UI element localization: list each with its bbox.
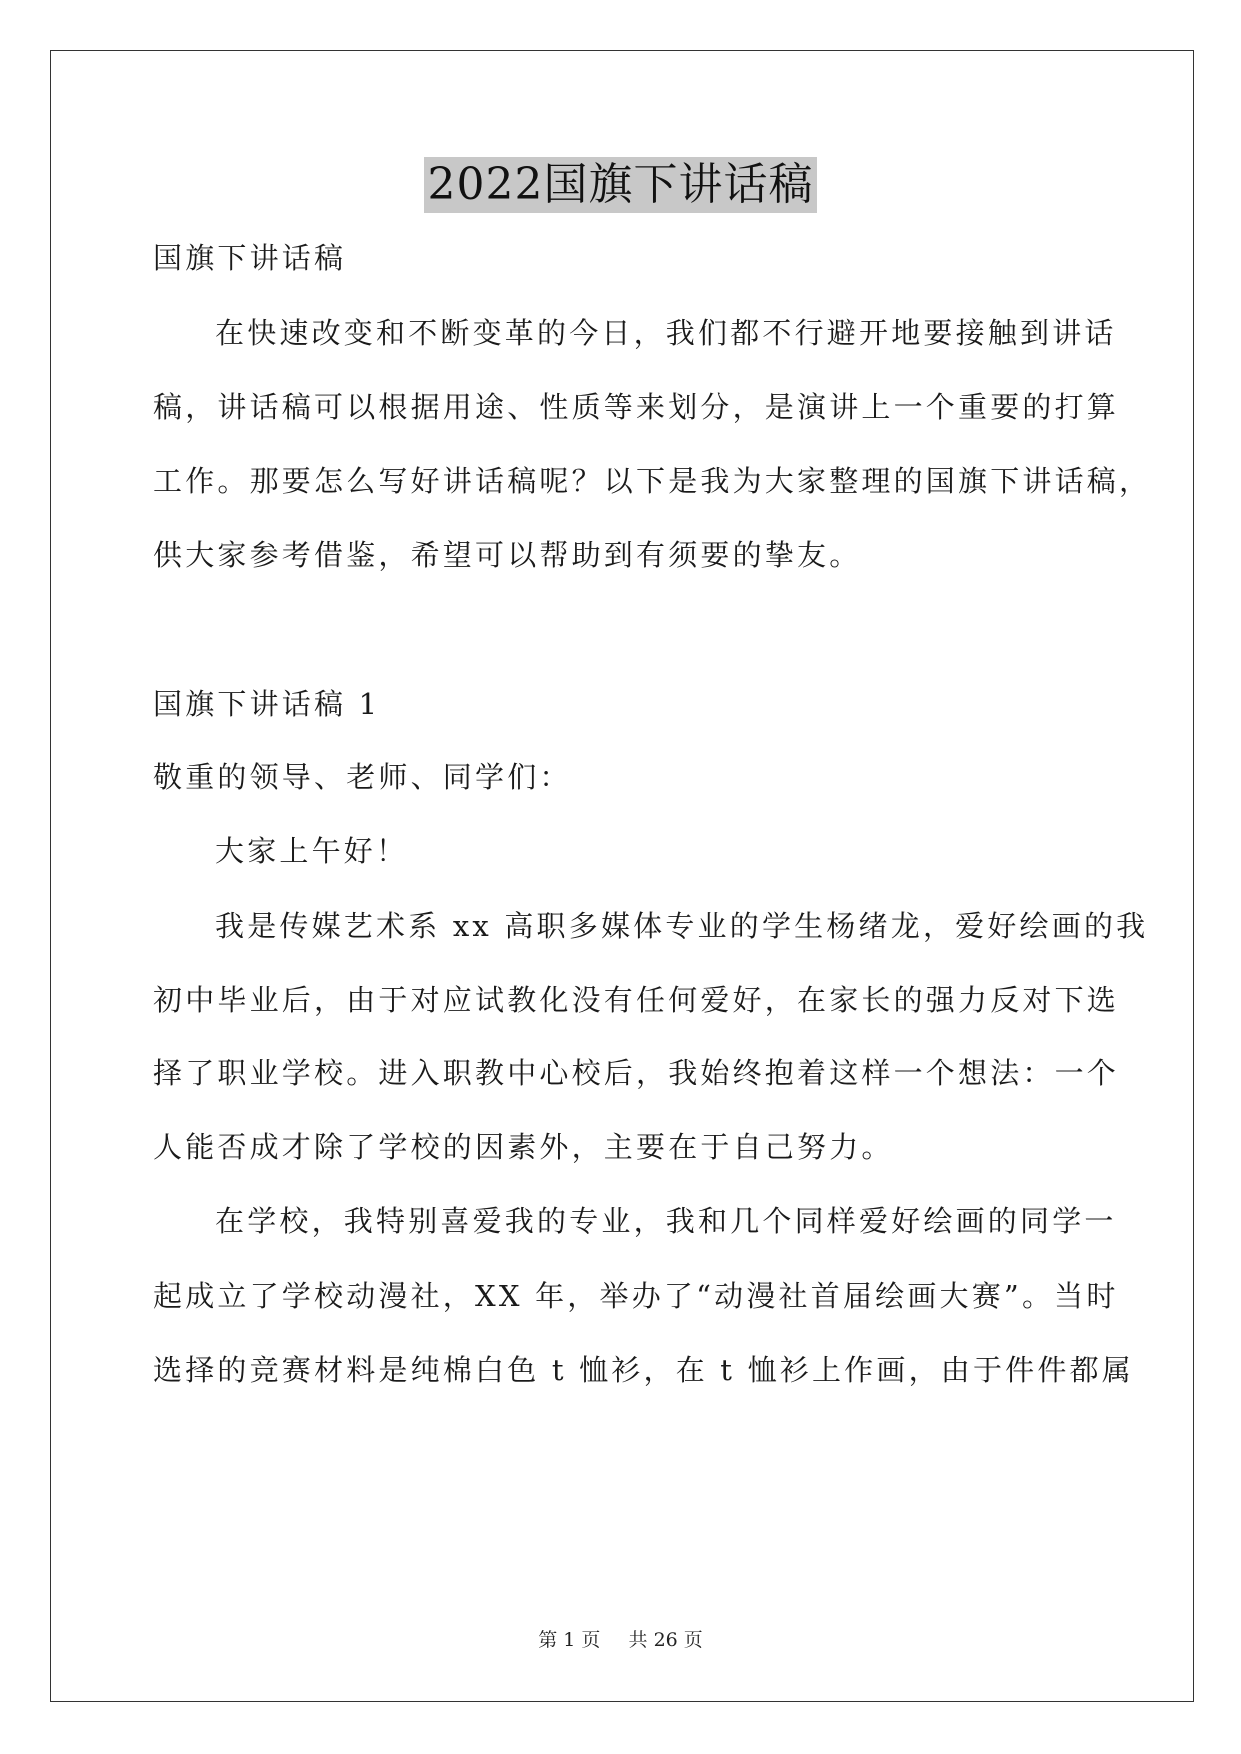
title-container [0, 157, 1241, 213]
document-title: 2022国旗下讲话稿 [424, 157, 818, 213]
page-footer [0, 1625, 1241, 1652]
paragraph-line: 供大家参考借鉴，希望可以帮助到有须要的挚友。 [153, 538, 862, 572]
paragraph-line: 起成立了学校动漫社，XX 年，举办了“动漫社首届绘画大赛”。当时 [153, 1279, 1119, 1313]
section-heading: 国旗下讲话稿 1 [153, 687, 381, 721]
paragraph-line: 选择的竞赛材料是纯棉白色 t 恤衫，在 t 恤衫上作画，由于件件都属 [153, 1353, 1134, 1387]
paragraph-line: 我是传媒艺术系 xx 高职多媒体专业的学生杨绪龙，爱好绘画的我 [215, 909, 1149, 943]
paragraph-line: 工作。那要怎么写好讲话稿呢？以下是我为大家整理的国旗下讲话稿， [153, 464, 1152, 498]
paragraph-line: 稿，讲话稿可以根据用途、性质等来划分，是演讲上一个重要的打算 [153, 390, 1120, 424]
salutation: 敬重的领导、老师、同学们： [153, 760, 572, 794]
greeting: 大家上午好！ [215, 834, 409, 868]
paragraph-line: 在学校，我特别喜爱我的专业，我和几个同样爱好绘画的同学一 [215, 1204, 1117, 1238]
section-heading: 国旗下讲话稿 [153, 241, 347, 275]
paragraph-line: 在快速改变和不断变革的今日，我们都不行避开地要接触到讲话 [215, 316, 1117, 350]
page-border [50, 50, 1194, 1702]
paragraph-line: 初中毕业后，由于对应试教化没有任何爱好，在家长的强力反对下选 [153, 983, 1120, 1017]
page-total: 共 26 页 [628, 1629, 703, 1651]
page-number: 第 1 页 [538, 1629, 601, 1651]
paragraph-line: 人能否成才除了学校的因素外，主要在于自己努力。 [153, 1130, 894, 1164]
paragraph-line: 择了职业学校。进入职教中心校后，我始终抱着这样一个想法：一个 [153, 1056, 1120, 1090]
